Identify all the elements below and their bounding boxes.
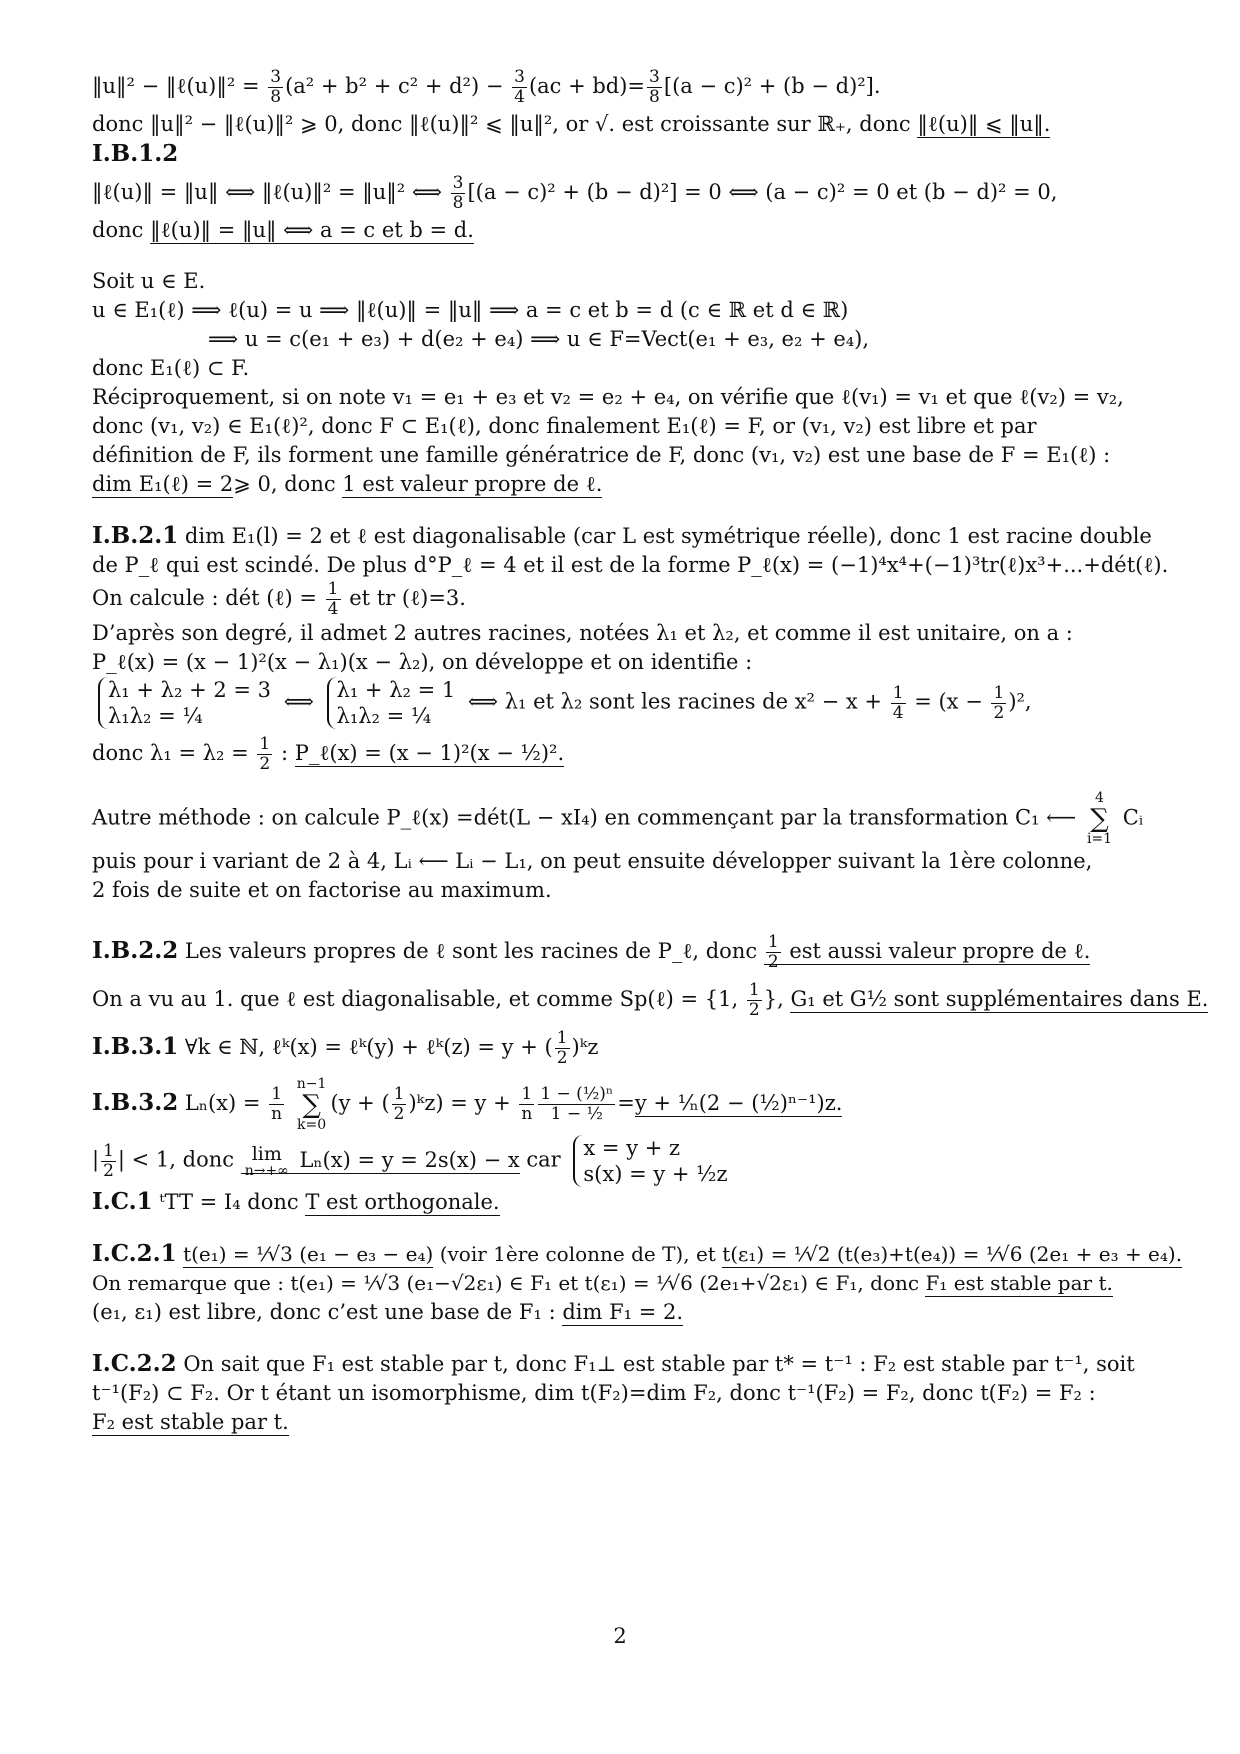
text: = (x −	[914, 689, 983, 714]
result-underlined: ‖ℓ(u)‖ ⩽ ‖u‖.	[917, 112, 1051, 136]
paragraph-line	[92, 1408, 1164, 1437]
text: },	[763, 987, 784, 1011]
fraction: $\frac{1}{n}$	[521, 1084, 533, 1124]
text: (e₁, ε₁) est libre, donc c’est une base de F₁ :	[92, 1300, 556, 1324]
fraction: $\frac{3}{8}$	[452, 173, 464, 213]
section-heading-ic1: I.C.1	[92, 1188, 153, 1215]
paragraph-line	[92, 1135, 1164, 1187]
fraction: $\frac{1}{2}$	[393, 1084, 405, 1124]
fraction: $\frac{1}{2}$	[993, 682, 1005, 723]
result-underlined: dim E₁(ℓ) = 2	[92, 472, 234, 496]
paragraph-line: u ∈ E₁(ℓ) ⟹ ℓ(u) = u ⟹ ‖ℓ(u)‖ = ‖u‖ ⟹ a = c et b = d (c ∈ ℝ et d ∈ ℝ)	[92, 298, 849, 322]
result-underlined: $\frac{1}{2}$ est aussi valeur propre de ℓ.	[764, 939, 1091, 965]
text: donc ‖u‖² − ‖ℓ(u)‖² ⩾ 0, donc ‖ℓ(u)‖² ⩽ ‖u‖², or √. est croissante sur ℝ₊, donc	[92, 112, 911, 136]
paragraph-line	[92, 470, 1164, 499]
paragraph-line	[92, 975, 1209, 1023]
fraction: $\frac{1}{2}$	[259, 734, 271, 774]
fraction: $\frac{1}{n}$	[271, 1084, 283, 1124]
text: )ᵏz) = y +	[408, 1091, 511, 1115]
text: ‖ℓ(u)‖ = ‖u‖ ⟺ ‖ℓ(u)‖² = ‖u‖² ⟺	[92, 180, 442, 204]
text: On sait que F₁ est stable par t, donc F₁⊥ est stable par t* = t⁻¹ : F₂ est stable par t⁻¹, soit	[183, 1352, 1135, 1376]
fraction: $\frac{1}{2}$	[556, 1028, 568, 1068]
equivalence-line	[92, 168, 1164, 216]
fraction: $\frac{3}{4}$	[514, 67, 525, 107]
result-underlined: G₁ et G½ sont supplémentaires dans E.	[790, 987, 1209, 1011]
text: :	[280, 741, 289, 765]
result-underlined: P_ℓ(x) = (x − 1)²(x − ½)².	[294, 741, 565, 765]
text: ⟺ λ₁ et λ₂ sont les racines de x² − x +	[467, 689, 883, 714]
section-heading-ib32: I.B.3.2	[92, 1089, 179, 1116]
fraction: $\frac{3}{8}$	[270, 67, 282, 107]
paragraph-line	[92, 1269, 1164, 1298]
paragraph-line: 2 fois de suite et on factorise au maximum.	[92, 878, 552, 902]
section-heading-ic22: I.C.2.2	[92, 1350, 177, 1377]
paragraph-line	[92, 1071, 1164, 1135]
fraction: $\frac{1}{4}$	[892, 682, 904, 723]
text: )²,	[1008, 689, 1032, 714]
page-content	[92, 62, 1209, 1437]
paragraph-line	[92, 1239, 1183, 1269]
paragraph-line	[92, 729, 1164, 777]
norm-identity-line	[92, 62, 1164, 110]
result-underlined: T est orthogonale.	[305, 1190, 500, 1214]
text: dim E₁(l) = 2 et ℓ est diagonalisable (car L est symétrique réelle), donc 1 est racine double	[184, 524, 1152, 548]
text: ⩾ 0, donc	[233, 472, 336, 496]
text: |	[92, 1147, 100, 1172]
result-underlined: t(ε₁) = ¹⁄√2 (t(e₃)+t(e₄)) = ¹⁄√6 (2e₁ + e₃ + e₄).	[722, 1242, 1183, 1266]
section-heading-ib21: I.B.2.1	[92, 522, 179, 549]
text: Les valeurs propres de ℓ sont les racines de P_ℓ, donc	[184, 939, 758, 963]
text: Lₙ(x) =	[184, 1091, 261, 1115]
text: | < 1, donc	[117, 1147, 235, 1172]
result-underlined: ‖ℓ(u)‖ = ‖u‖ ⟺ a = c et b = d.	[150, 218, 474, 242]
text: ∀k ∈ ℕ, ℓᵏ(x) = ℓᵏ(y) + ℓᵏ(z) = y + (	[184, 1035, 553, 1059]
fraction: $\frac{\text{1 − (½)ⁿ}}{\text{1 − ½}}$	[540, 1084, 614, 1124]
paragraph-line	[92, 580, 1164, 619]
paragraph-line	[92, 927, 1164, 975]
paragraph-line	[92, 1023, 1164, 1071]
fraction: $\frac{1}{4}$	[327, 579, 339, 619]
section-heading-ib12: I.B.1.2	[92, 140, 179, 167]
equation-system: λ₁ + λ₂ = 1 λ₁λ₂ = ¼	[327, 677, 456, 729]
paragraph-line	[92, 1187, 1164, 1217]
text: On a vu au 1. que ℓ est diagonalisable, et comme Sp(ℓ) = {1,	[92, 987, 739, 1011]
paragraph-line: Soit u ∈ E.	[92, 269, 206, 293]
equivalence-conclusion	[92, 216, 1164, 245]
text: Cᵢ	[1122, 805, 1144, 830]
paragraph-line: donc (v₁, v₂) ∈ E₁(ℓ)², donc F ⊂ E₁(ℓ), donc finalement E₁(ℓ) = F, or (v₁, v₂) est libre et par	[92, 414, 1037, 438]
fraction: $\frac{3}{8}$	[649, 67, 660, 107]
text: On calcule : dét (ℓ) =	[92, 586, 317, 610]
paragraph-line: Réciproquement, si on note v₁ = e₁ + e₃ et v₂ = e₂ + e₄, on vérifie que ℓ(v₁) = v₁ et que ℓ(v₂) = v₂,	[92, 385, 1124, 409]
paragraph-line: définition de F, ils forment une famille génératrice de F, donc (v₁, v₂) est une base de F = E₁(ℓ) :	[92, 443, 1111, 467]
equation-system: λ₁ + λ₂ + 2 = 3 λ₁λ₂ = ¼	[98, 677, 271, 729]
paragraph-line: ⟹ u = c(e₁ + e₃) + d(e₂ + e₄) ⟹ u ∈ F=Vect(e₁ + e₃, e₂ + e₄),	[208, 327, 870, 351]
text: (a² + b² + c² + d²) −	[285, 74, 504, 98]
text: (voir 1ère colonne de T), et	[439, 1242, 716, 1266]
paragraph-line	[92, 791, 1164, 847]
text: )ᵏz	[571, 1035, 599, 1059]
fraction: $\frac{1}{2}$	[103, 1140, 114, 1181]
summation: n−1 ∑ k=0	[296, 1075, 327, 1133]
section-heading-ic21: I.C.2.1	[92, 1240, 177, 1267]
result-underlined: dim F₁ = 2.	[562, 1300, 684, 1324]
text: =	[617, 1091, 635, 1115]
text: ᵗTT = I₄ donc	[159, 1190, 299, 1214]
system-line	[92, 677, 1164, 729]
text: ‖u‖² − ‖ℓ(u)‖² =	[92, 74, 260, 98]
text: (y + (	[330, 1091, 390, 1115]
text: (ac + bd)=	[528, 74, 646, 98]
paragraph-line: P_ℓ(x) = (x − 1)²(x − λ₁)(x − λ₂), on développe et on identifie :	[92, 650, 753, 674]
section-heading-ib22: I.B.2.2	[92, 937, 179, 964]
text: ⟺	[283, 689, 314, 714]
text: [(a − c)² + (b − d)²] = 0 ⟺ (a − c)² = 0 et (b − d)² = 0,	[467, 180, 1058, 204]
text: [(a − c)² + (b − d)²].	[663, 74, 881, 98]
result-underlined: t(e₁) = ¹⁄√3 (e₁ − e₃ − e₄)	[183, 1242, 434, 1266]
paragraph-line: t⁻¹(F₂) ⊂ F₂. Or t étant un isomorphisme, dim t(F₂)=dim F₂, donc t⁻¹(F₂) = F₂, donc t(F₂) = F₂ :	[92, 1381, 1096, 1405]
paragraph-line	[92, 521, 1164, 551]
text: et tr (ℓ)=3.	[349, 586, 466, 610]
equation-system: x = y + z s(x) = y + ½z	[573, 1135, 727, 1187]
norm-conclusion-line	[92, 110, 1164, 139]
paragraph-line: puis pour i variant de 2 à 4, Lᵢ ⟵ Lᵢ − L₁, on peut ensuite développer suivant la 1ère colonne,	[92, 849, 1093, 873]
result-underlined: lim n→+∞ Lₙ(x) = y = 2s(x) − x	[241, 1148, 520, 1174]
result-underlined: y + ¹⁄ₙ(2 − (½)ⁿ⁻¹)z.	[634, 1091, 843, 1115]
paragraph-line	[92, 1298, 1164, 1327]
section-heading-ib31: I.B.3.1	[92, 1033, 179, 1060]
text: donc	[92, 218, 144, 242]
paragraph-line	[92, 1349, 1164, 1379]
text: Autre méthode : on calcule P_ℓ(x) =dét(L − xI₄) en commençant par la transformation C₁ ⟵	[92, 805, 1077, 830]
fraction: $\frac{1}{2}$	[748, 980, 760, 1020]
text: On remarque que : t(e₁) = ¹⁄√3 (e₁−√2ε₁) ∈ F₁ et t(ε₁) = ¹⁄√6 (2e₁+√2ε₁) ∈ F₁, donc	[92, 1271, 920, 1295]
summation: 4 ∑ i=1	[1086, 790, 1113, 847]
paragraph-line: de P_ℓ qui est scindé. De plus d°P_ℓ = 4 et il est de la forme P_ℓ(x) = (−1)⁴x⁴+(−1)³tr(ℓ)x³+...+dét(ℓ).	[92, 553, 1169, 577]
page-number: 2	[613, 1624, 627, 1648]
result-underlined: F₂ est stable par t.	[92, 1410, 289, 1434]
result-underlined: 1 est valeur propre de ℓ.	[342, 472, 603, 496]
text: donc λ₁ = λ₂ =	[92, 741, 249, 765]
text: car	[526, 1147, 561, 1172]
paragraph-line: donc E₁(ℓ) ⊂ F.	[92, 356, 250, 380]
paragraph-line: D’après son degré, il admet 2 autres racines, notées λ₁ et λ₂, et comme il est unitaire, on a :	[92, 621, 1073, 645]
result-underlined: F₁ est stable par t.	[925, 1271, 1113, 1295]
